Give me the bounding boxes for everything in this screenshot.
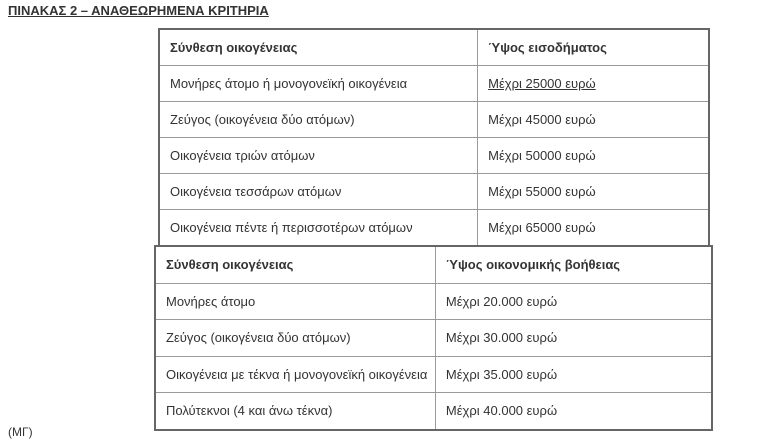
- table-row: [155, 393, 712, 430]
- family-composition-cell: Οικογένεια τεσσάρων ατόμων: [159, 174, 478, 210]
- family-composition-cell: Μονήρες άτομο: [155, 283, 435, 320]
- income-criteria-table: [158, 28, 710, 247]
- income-limit-cell: Μέχρι 45000 ευρώ: [478, 102, 709, 138]
- aid-amount-cell: Μέχρι 40.000 ευρώ: [435, 393, 712, 430]
- income-limit-cell: Μέχρι 55000 ευρώ: [478, 174, 709, 210]
- table-heading: ΠΙΝΑΚΑΣ 2 – ΑΝΑΘΕΩΡΗΜΕΝΑ ΚΡΙΤΗΡΙΑ: [8, 3, 269, 18]
- family-composition-cell: Πολύτεκνοι (4 και άνω τέκνα): [155, 393, 435, 430]
- table-header-row: [155, 246, 712, 283]
- family-composition-cell: Οικογένεια πέντε ή περισσοτέρων ατόμων: [159, 210, 478, 247]
- income-limit-cell: Μέχρι 65000 ευρώ: [478, 210, 709, 247]
- aid-amount-cell: Μέχρι 30.000 ευρώ: [435, 320, 712, 357]
- family-composition-cell: Οικογένεια με τέκνα ή μονογονεϊκή οικογένεια: [155, 356, 435, 393]
- aid-amount-cell: Μέχρι 35.000 ευρώ: [435, 356, 712, 393]
- family-composition-cell: Μονήρες άτομο ή μονογονεϊκή οικογένεια: [159, 66, 478, 102]
- table-header-row: [159, 29, 709, 66]
- table-row: [155, 356, 712, 393]
- income-limit-cell: Μέχρι 50000 ευρώ: [478, 138, 709, 174]
- table-row: [159, 210, 709, 247]
- financial-aid-table: [154, 245, 713, 431]
- table-row: [159, 174, 709, 210]
- author-note: (ΜΓ): [8, 425, 33, 439]
- table-row: [155, 283, 712, 320]
- table-row: [155, 320, 712, 357]
- family-composition-cell: Ζεύγος (οικογένεια δύο ατόμων): [159, 102, 478, 138]
- aid-amount-cell: Μέχρι 20.000 ευρώ: [435, 283, 712, 320]
- family-composition-cell: Ζεύγος (οικογένεια δύο ατόμων): [155, 320, 435, 357]
- table-row: [159, 66, 709, 102]
- table-row: [159, 102, 709, 138]
- income-limit-link[interactable]: Μέχρι 25000 ευρώ: [478, 66, 709, 102]
- header-income-level: Ύψος εισοδήματος: [478, 29, 709, 66]
- table-row: [159, 138, 709, 174]
- family-composition-cell: Οικογένεια τριών ατόμων: [159, 138, 478, 174]
- header-family-composition: Σύνθεση οικογένειας: [159, 29, 478, 66]
- header-aid-amount: Ύψος οικονομικής βοήθειας: [435, 246, 712, 283]
- header-family-composition: Σύνθεση οικογένειας: [155, 246, 435, 283]
